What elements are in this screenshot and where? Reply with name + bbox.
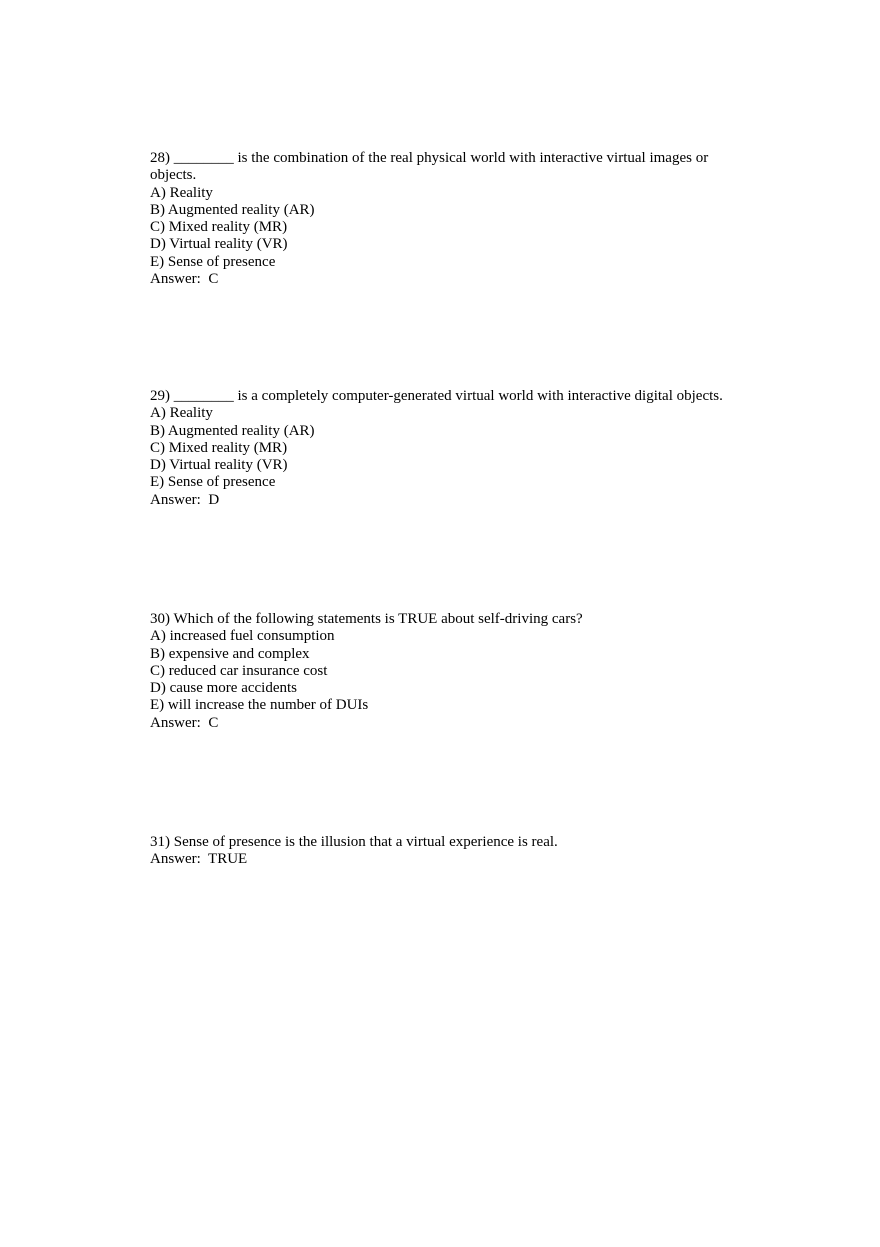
answer: Answer: TRUE xyxy=(150,851,248,868)
question-stem: 28) ________ is the combination of the real physical world with interactive virtual images or objects. xyxy=(150,150,709,184)
question-30 xyxy=(150,611,740,732)
option-a: A) Reality xyxy=(150,184,213,201)
option-d: D) Virtual reality (VR) xyxy=(150,236,288,253)
question-stem: 31) Sense of presence is the illusion that a virtual experience is real. xyxy=(150,834,558,850)
question-29 xyxy=(150,388,740,509)
question-stem: 30) Which of the following statements is TRUE about self-driving cars? xyxy=(150,611,583,627)
option-b: B) expensive and complex xyxy=(150,645,310,662)
question-28 xyxy=(150,150,740,288)
option-e: E) will increase the number of DUIs xyxy=(150,697,369,714)
option-b: B) Augmented reality (AR) xyxy=(150,201,315,218)
option-d: D) cause more accidents xyxy=(150,680,298,697)
option-e: E) Sense of presence xyxy=(150,253,276,270)
option-e: E) Sense of presence xyxy=(150,474,276,491)
option-a: A) increased fuel consumption xyxy=(150,628,335,645)
option-a: A) Reality xyxy=(150,405,213,422)
option-c: C) reduced car insurance cost xyxy=(150,662,328,679)
option-c: C) Mixed reality (MR) xyxy=(150,439,288,456)
answer: Answer: C xyxy=(150,271,219,288)
question-stem: 29) ________ is a completely computer-generated virtual world with interactive digital objects. xyxy=(150,388,723,404)
option-b: B) Augmented reality (AR) xyxy=(150,422,315,439)
answer: Answer: C xyxy=(150,714,219,731)
option-c: C) Mixed reality (MR) xyxy=(150,219,288,236)
question-31 xyxy=(150,834,740,869)
answer: Answer: D xyxy=(150,491,220,508)
option-d: D) Virtual reality (VR) xyxy=(150,457,288,474)
